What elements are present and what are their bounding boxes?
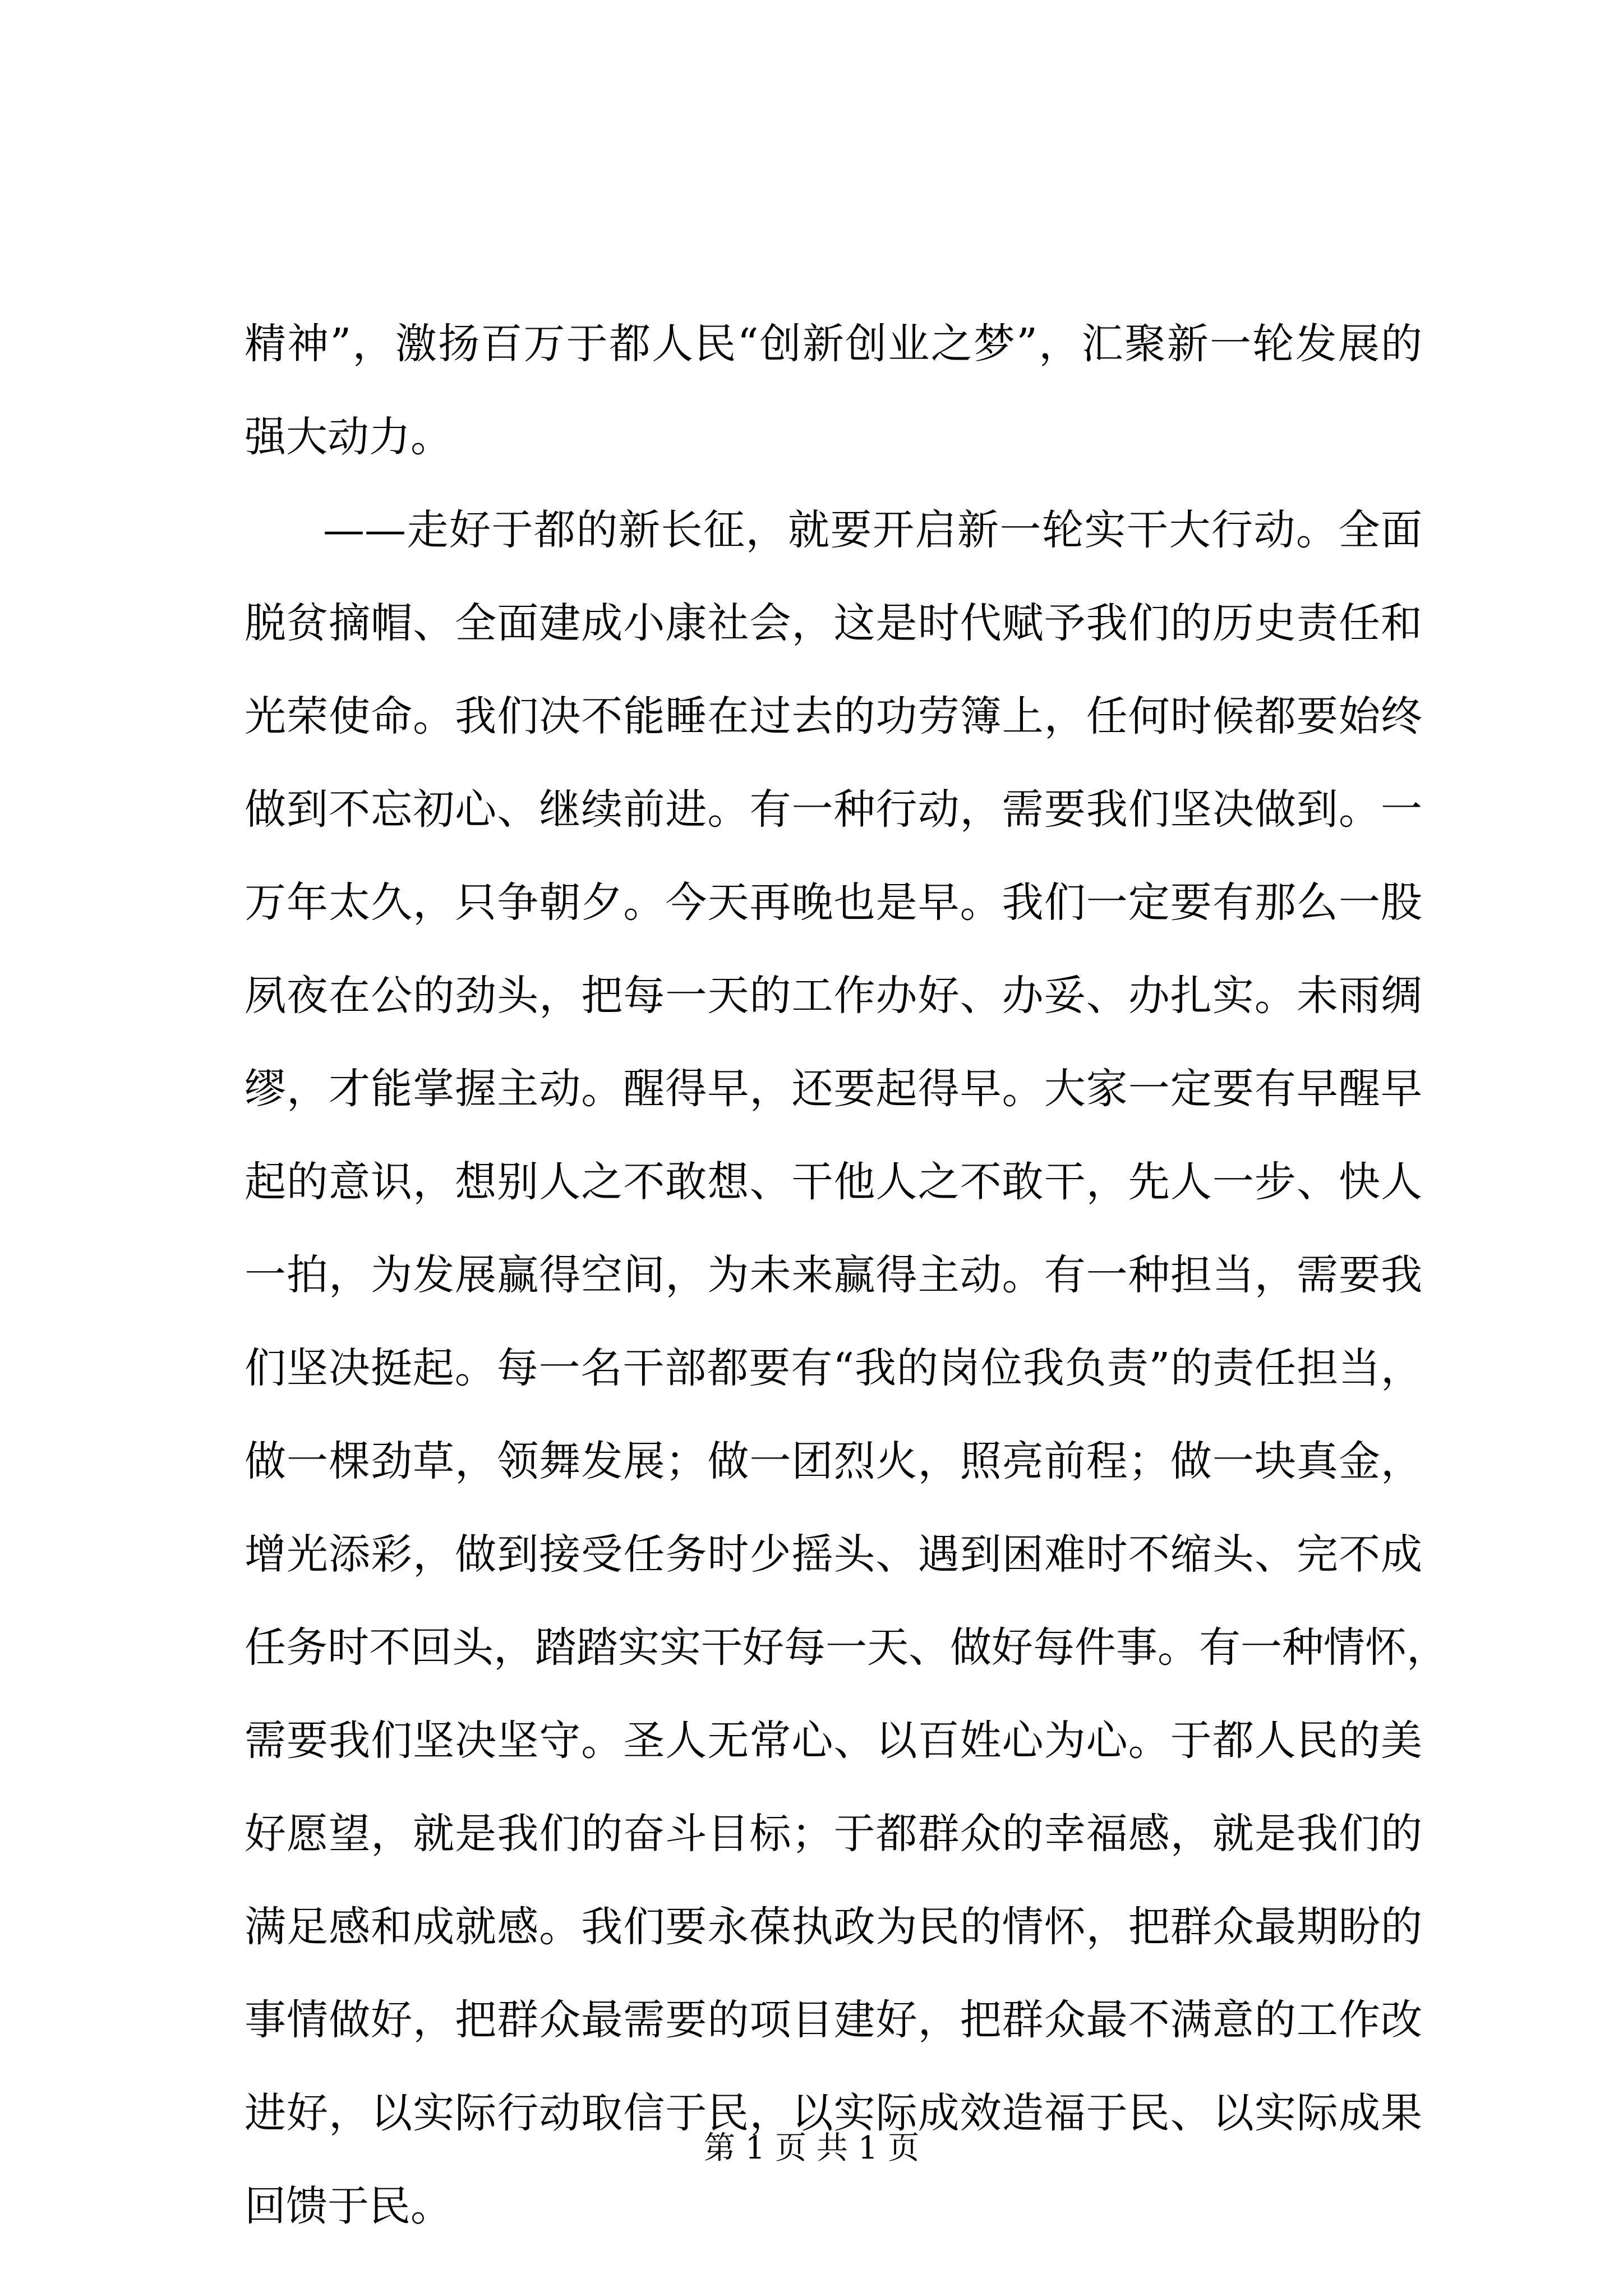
text-line: ——走好于都的新长征，就要开启新一轮实干大行动。全面 <box>323 506 1422 554</box>
text-line: 需要我们坚决坚守。圣人无常心、以百姓心为心。于都人民的美 <box>245 1717 1422 1765</box>
text-line: 缪，才能掌握主动。醒得早，还要起得早。大家一定要有早醒早 <box>245 1065 1422 1113</box>
page-footer <box>0 2126 1623 2171</box>
text-line: 脱贫摘帽、全面建成小康社会，这是时代赋予我们的历史责任和 <box>245 599 1422 647</box>
text-line: 进好，以实际行动取信于民，以实际成效造福于民、以实际成果 <box>245 2089 1422 2137</box>
text-line: 们坚决挺起。每一名干部都要有“我的岗位我负责”的责任担当， <box>245 1344 1422 1392</box>
text-line: 夙夜在公的劲头，把每一天的工作办好、办妥、办扎实。未雨绸 <box>245 972 1422 1020</box>
text-line: 精神”，激扬百万于都人民“创新创业之梦”，汇聚新一轮发展的 <box>245 320 1422 368</box>
document-body <box>245 297 1448 2253</box>
text-line: 事情做好，把群众最需要的项目建好，把群众最不满意的工作改 <box>245 1996 1422 2044</box>
text-line: 好愿望，就是我们的奋斗目标；于都群众的幸福感，就是我们的 <box>245 1810 1422 1858</box>
text-line: 回馈于民。 <box>245 2182 452 2230</box>
text-line: 任务时不回头，踏踏实实干好每一天、做好每件事。有一种情怀， <box>245 1623 1448 1672</box>
text-line: 增光添彩，做到接受任务时少摇头、遇到困难时不缩头、完不成 <box>245 1530 1422 1579</box>
text-line: 万年太久，只争朝夕。今天再晚也是早。我们一定要有那么一股 <box>245 878 1422 927</box>
text-line: 做到不忘初心、继续前进。有一种行动，需要我们坚决做到。一 <box>245 785 1422 834</box>
text-line: 一拍，为发展赢得空间，为未来赢得主动。有一种担当，需要我 <box>245 1251 1422 1299</box>
text-line: 起的意识，想别人之不敢想、干他人之不敢干，先人一步、快人 <box>245 1158 1422 1206</box>
text-line: 做一棵劲草，领舞发展；做一团烈火，照亮前程；做一块真金， <box>245 1437 1422 1485</box>
text-line: 强大动力。 <box>245 413 452 461</box>
text-line: 光荣使命。我们决不能睡在过去的功劳簿上，任何时候都要始终 <box>245 692 1422 740</box>
page-number-label: 第 1 页 共 1 页 <box>703 2130 920 2166</box>
text-line: 满足感和成就感。我们要永葆执政为民的情怀，把群众最期盼的 <box>245 1903 1422 1951</box>
